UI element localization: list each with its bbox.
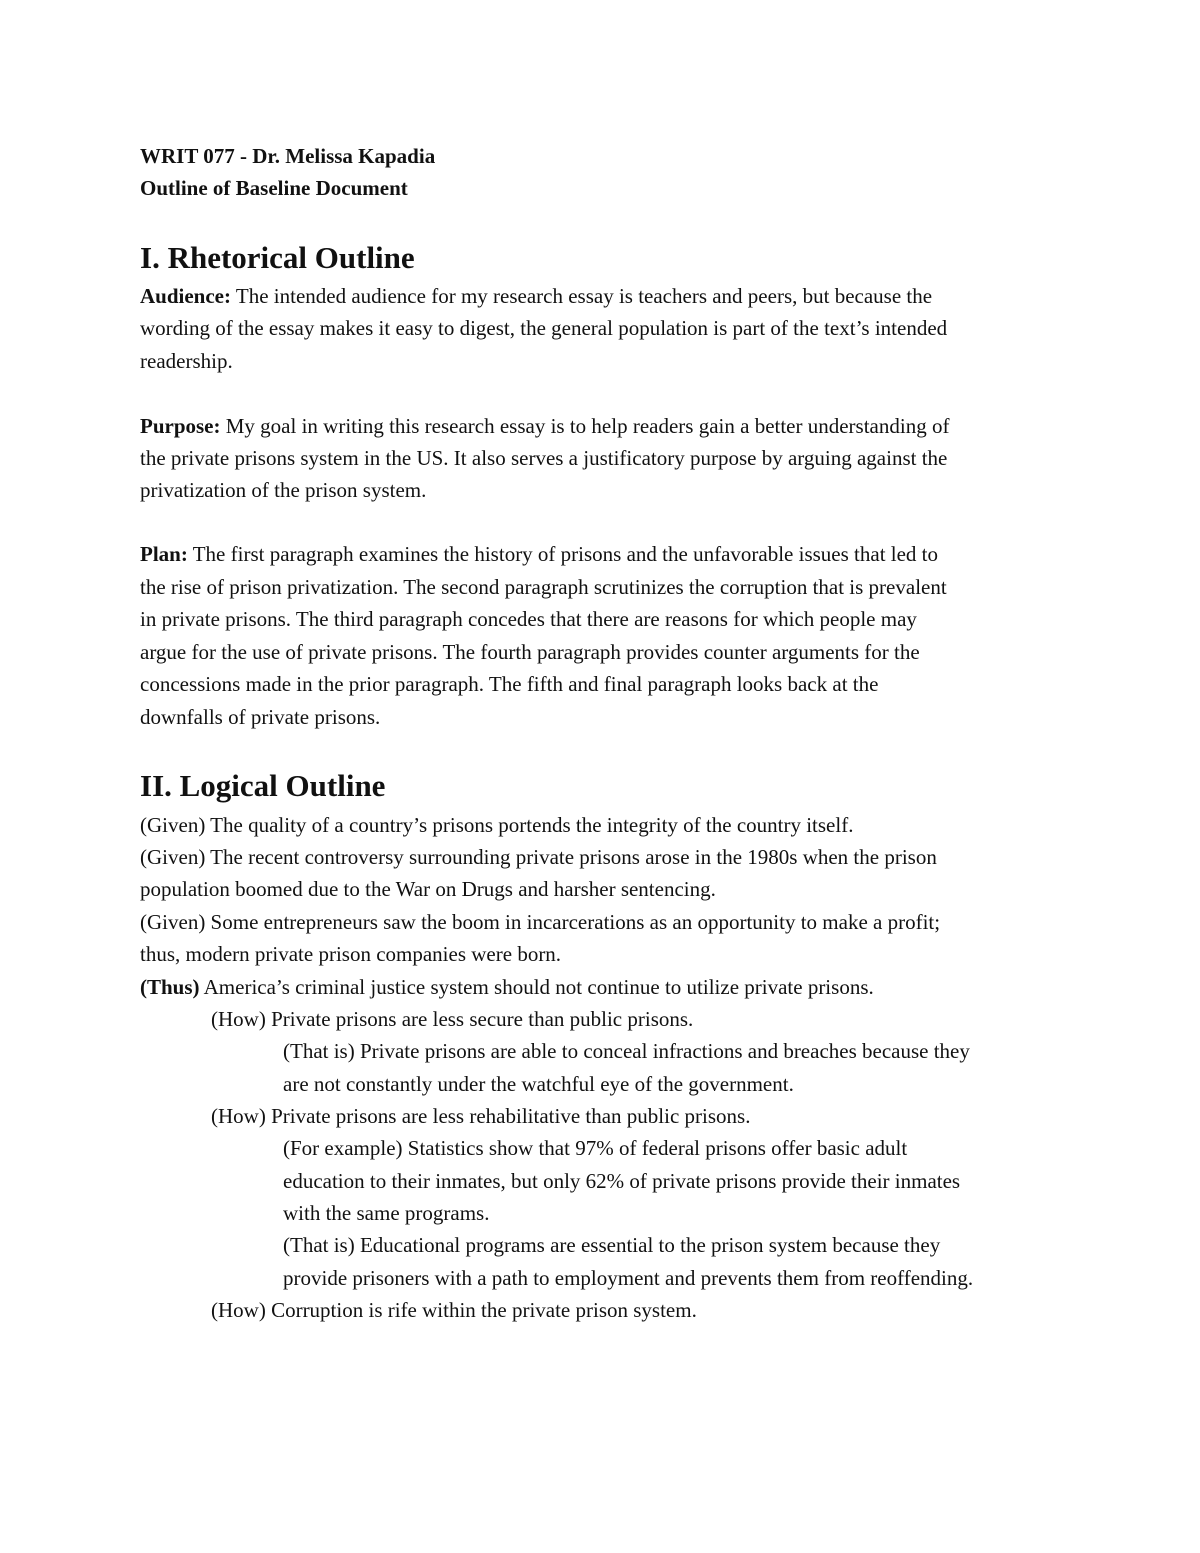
- audience-line-1: Audience: The intended audience for my research essay is teachers and peers, but because the: [140, 284, 933, 308]
- purpose-line-2: the private prisons system in the US. It also serves a justificatory purpose by arguing against the: [140, 446, 948, 470]
- purpose-line-1: Purpose: My goal in writing this research essay is to help readers gain a better understanding of: [140, 414, 950, 438]
- outline-line: (Given) Some entrepreneurs saw the boom in incarcerations as an opportunity to make a profit;: [140, 910, 941, 934]
- outline-line: (Given) The recent controversy surrounding private prisons arose in the 1980s when the prison: [140, 845, 937, 869]
- outline-line: population boomed due to the War on Drugs and harsher sentencing.: [140, 877, 716, 901]
- plan-line-4: argue for the use of private prisons. The fourth paragraph provides counter arguments for the: [140, 640, 920, 664]
- outline-line: provide prisoners with a path to employment and prevents them from reoffending.: [283, 1266, 974, 1290]
- course-header: WRIT 077 - Dr. Melissa Kapadia: [140, 144, 436, 168]
- rhetorical-outline-heading: I. Rhetorical Outline: [140, 240, 415, 275]
- document-title: Outline of Baseline Document: [140, 176, 408, 200]
- plan-line-6: downfalls of private prisons.: [140, 705, 381, 729]
- outline-line: (How) Private prisons are less secure than public prisons.: [211, 1007, 694, 1031]
- thesis-line: (Thus) America’s criminal justice system should not continue to utilize private prisons.: [140, 975, 874, 999]
- outline-line: education to their inmates, but only 62% of private prisons provide their inmates: [283, 1169, 961, 1193]
- audience-line-2: wording of the essay makes it easy to digest, the general population is part of the text’s intended: [140, 316, 948, 340]
- purpose-label: Purpose:: [140, 414, 221, 438]
- outline-line: (For example) Statistics show that 97% of federal prisons offer basic adult: [283, 1136, 908, 1160]
- outline-line: (How) Corruption is rife within the private prison system.: [211, 1298, 697, 1322]
- outline-line: (That is) Educational programs are essential to the prison system because they: [283, 1233, 941, 1257]
- plan-line-3: in private prisons. The third paragraph concedes that there are reasons for which people may: [140, 607, 917, 631]
- plan-line-2: the rise of prison privatization. The second paragraph scrutinizes the corruption that is prevalent: [140, 575, 947, 599]
- outline-line: (Given) The quality of a country’s prisons portends the integrity of the country itself.: [140, 813, 854, 837]
- audience-line-3: readership.: [140, 349, 233, 373]
- outline-line: (That is) Private prisons are able to conceal infractions and breaches because they: [283, 1039, 970, 1063]
- audience-label: Audience:: [140, 284, 231, 308]
- outline-line: are not constantly under the watchful eye of the government.: [283, 1072, 794, 1096]
- plan-line-5: concessions made in the prior paragraph. The fifth and final paragraph looks back at the: [140, 672, 879, 696]
- logical-outline-heading: II. Logical Outline: [140, 768, 386, 803]
- plan-line-1: Plan: The first paragraph examines the history of prisons and the unfavorable issues that led to: [140, 542, 939, 566]
- thus-label: (Thus): [140, 975, 200, 999]
- purpose-line-3: privatization of the prison system.: [140, 478, 427, 502]
- outline-line: with the same programs.: [283, 1201, 490, 1225]
- outline-line: thus, modern private prison companies were born.: [140, 942, 562, 966]
- plan-label: Plan:: [140, 542, 188, 566]
- outline-line: (How) Private prisons are less rehabilitative than public prisons.: [211, 1104, 751, 1128]
